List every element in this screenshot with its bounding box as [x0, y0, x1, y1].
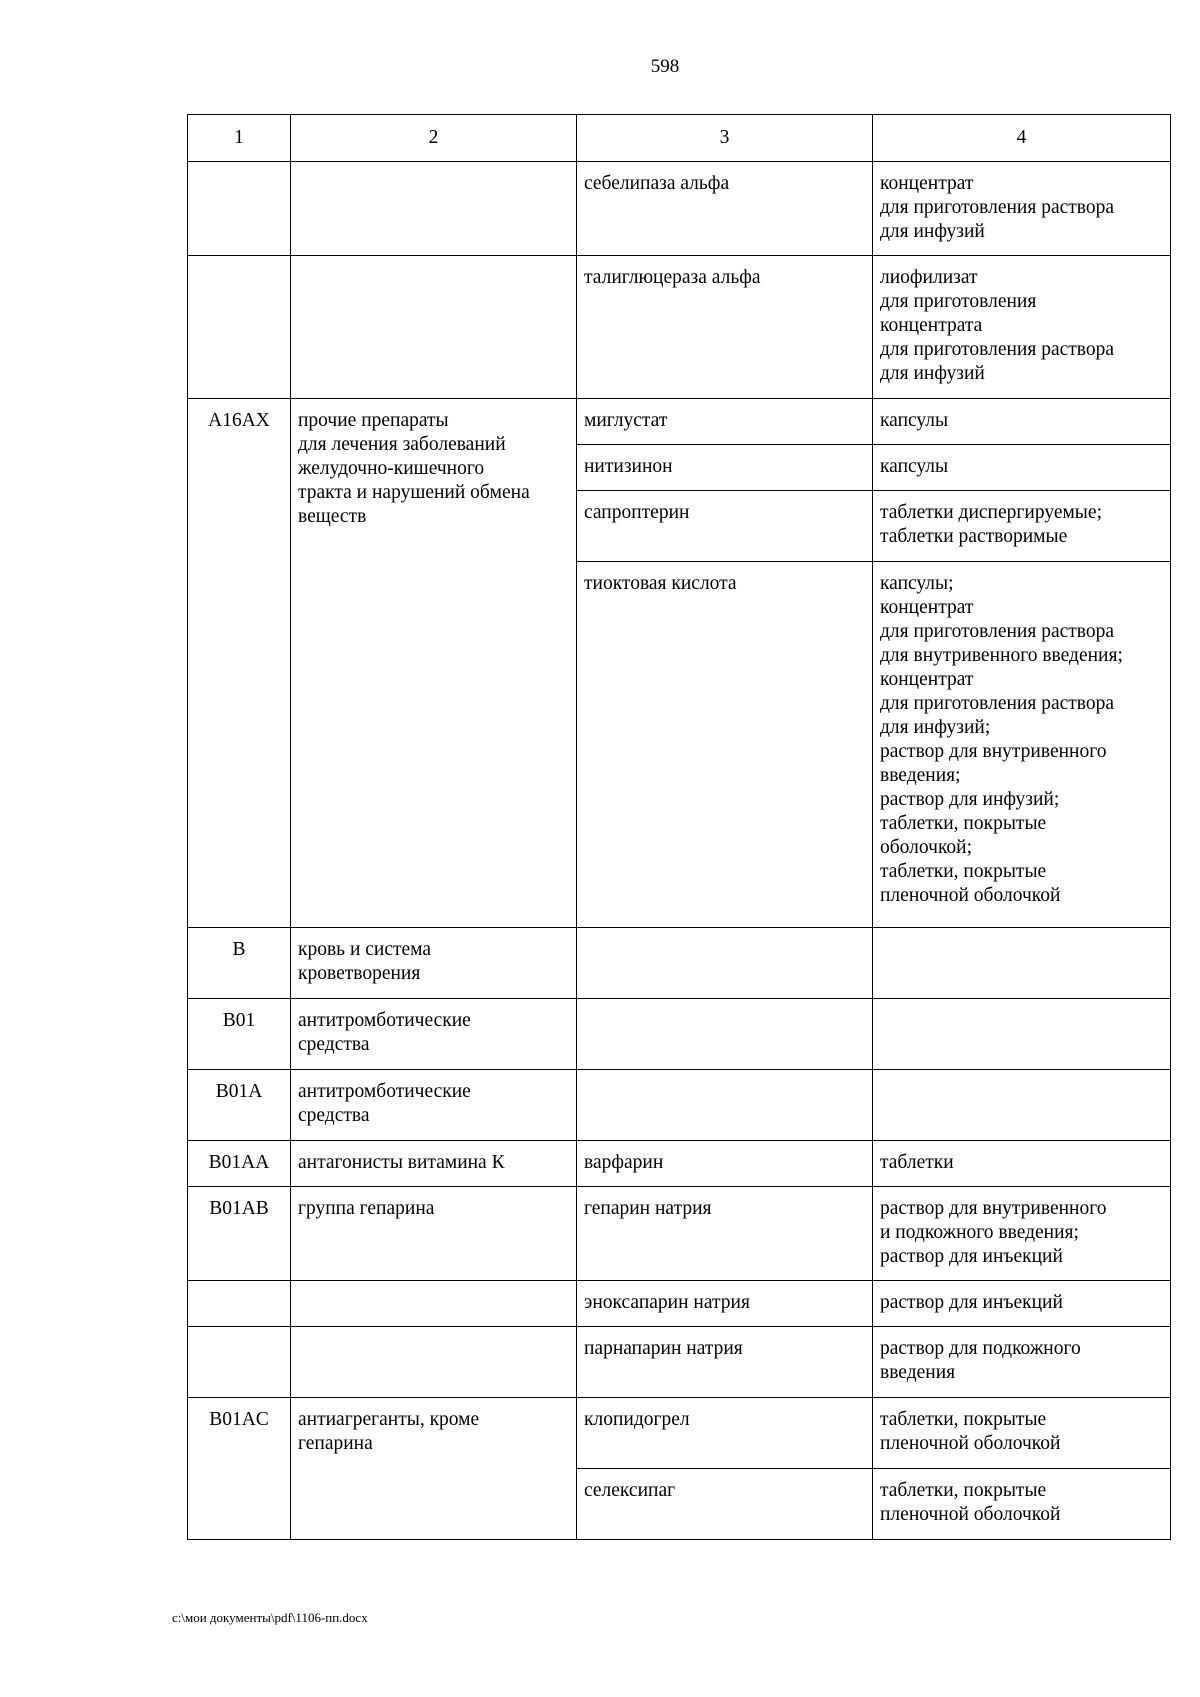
drug-name-cell: [577, 256, 873, 399]
atc-code: B01AB: [209, 1198, 269, 1219]
table-row: [188, 1187, 1171, 1281]
header-cell: 1: [188, 115, 291, 162]
dosage-form-line: для приготовления: [880, 291, 1037, 312]
dosage-form-line: раствор для инъекций: [880, 1292, 1063, 1313]
group-cell: [291, 1141, 577, 1187]
atc-code-cell: [188, 1141, 291, 1187]
dosage-form-line: таблетки растворимые: [880, 526, 1068, 547]
dosage-form-cell: [873, 162, 1171, 256]
dosage-form-cell: [873, 1398, 1171, 1469]
dosage-form-line: таблетки, покрытые: [880, 1480, 1047, 1501]
header-cell: 4: [873, 115, 1171, 162]
dosage-form-line: для приготовления раствора: [880, 693, 1114, 714]
table-row: [188, 1141, 1171, 1187]
footer-file-path: c:\мои документы\pdf\1106-пп.docx: [172, 1610, 368, 1625]
dosage-form-cell: [873, 445, 1171, 491]
dosage-form-cell: [873, 256, 1171, 399]
dosage-form-line: таблетки, покрытые: [880, 813, 1047, 834]
atc-code-cell: [188, 1070, 291, 1141]
drug-name: эноксапарин натрия: [584, 1292, 750, 1313]
drug-name-cell: [577, 162, 873, 256]
group-cell: [291, 1398, 577, 1540]
drug-name: сапроптерин: [584, 502, 690, 523]
dosage-form-cell: [873, 1281, 1171, 1327]
atc-code-cell: [188, 928, 291, 999]
header-cell: 3: [577, 115, 873, 162]
dosage-form-line: таблетки: [880, 1152, 954, 1173]
header-cell: 2: [291, 115, 577, 162]
dosage-form-line: для приготовления раствора: [880, 339, 1114, 360]
drug-name: парнапарин натрия: [584, 1338, 743, 1359]
table-row: [188, 1398, 1171, 1469]
drug-name-cell: [577, 562, 873, 928]
table-row: [188, 256, 1171, 399]
group-cell: [291, 399, 577, 928]
table-row: [188, 399, 1171, 445]
group-line: антитромботические: [298, 1081, 471, 1102]
dosage-form-line: таблетки, покрытые: [880, 1409, 1047, 1430]
atc-code: B01A: [215, 1081, 263, 1102]
dosage-form-line: пленочной оболочкой: [880, 1504, 1061, 1525]
dosage-form-line: таблетки, покрытые: [880, 861, 1047, 882]
group-cell: [291, 256, 577, 399]
dosage-form-line: таблетки диспергируемые;: [880, 502, 1102, 523]
drug-name-cell: [577, 1327, 873, 1398]
dosage-form-line: раствор для внутривенного: [880, 741, 1107, 762]
dosage-form-line: для внутривенного введения;: [880, 645, 1123, 666]
group-cell: [291, 999, 577, 1070]
table-row: [188, 1281, 1171, 1327]
dosage-form-line: для инфузий: [880, 221, 985, 242]
drug-name-cell: [577, 1187, 873, 1281]
dosage-form-cell: [873, 1327, 1171, 1398]
table-row: [188, 1327, 1171, 1398]
dosage-form-cell: [873, 1469, 1171, 1540]
drug-name: гепарин натрия: [584, 1198, 712, 1219]
group-cell: [291, 1281, 577, 1327]
dosage-form-line: капсулы: [880, 410, 949, 431]
dosage-form-cell: [873, 999, 1171, 1070]
group-line: веществ: [298, 506, 367, 527]
drug-name-cell: [577, 1398, 873, 1469]
dosage-form-cell: [873, 1070, 1171, 1141]
dosage-form-line: концентрат: [880, 597, 974, 618]
dosage-form-line: для инфузий;: [880, 717, 991, 738]
atc-code-cell: [188, 256, 291, 399]
dosage-form-line: и подкожного введения;: [880, 1222, 1079, 1243]
dosage-form-cell: [873, 562, 1171, 928]
atc-code-cell: [188, 999, 291, 1070]
group-cell: [291, 1327, 577, 1398]
dosage-form-cell: [873, 928, 1171, 999]
atc-code: B01AA: [208, 1152, 270, 1173]
dosage-form-cell: [873, 1141, 1171, 1187]
table-row: [188, 162, 1171, 256]
group-line: гепарина: [298, 1433, 373, 1454]
atc-code: B01: [222, 1010, 256, 1031]
dosage-form-line: для инфузий: [880, 363, 985, 384]
drug-name-cell: [577, 491, 873, 562]
dosage-form-line: концентрат: [880, 669, 974, 690]
dosage-form-cell: [873, 1187, 1171, 1281]
group-line: тракта и нарушений обмена: [298, 482, 530, 503]
drug-name-cell: [577, 1281, 873, 1327]
dosage-form-line: концентрат: [880, 173, 974, 194]
atc-code-cell: [188, 162, 291, 256]
group-cell: [291, 1070, 577, 1141]
dosage-form-line: капсулы;: [880, 573, 954, 594]
dosage-form-line: введения;: [880, 765, 961, 786]
drug-name: варфарин: [584, 1152, 664, 1173]
dosage-form-line: введения: [880, 1362, 956, 1383]
drug-name-cell: [577, 445, 873, 491]
atc-code: B: [232, 939, 246, 960]
atc-code: A16AX: [208, 410, 270, 431]
group-line: группа гепарина: [298, 1198, 435, 1219]
dosage-form-line: оболочкой;: [880, 837, 973, 858]
dosage-form-line: раствор для внутривенного: [880, 1198, 1107, 1219]
atc-code-cell: [188, 1327, 291, 1398]
dosage-form-line: концентрата: [880, 315, 983, 336]
atc-code-cell: [188, 1187, 291, 1281]
drug-name-cell: [577, 999, 873, 1070]
dosage-form-line: капсулы: [880, 456, 949, 477]
group-line: антиагреганты, кроме: [298, 1409, 480, 1430]
drug-name: клопидогрел: [584, 1409, 690, 1430]
group-cell: [291, 162, 577, 256]
table-row: [188, 1070, 1171, 1141]
dosage-form-line: пленочной оболочкой: [880, 1433, 1061, 1454]
group-line: кровь и система: [298, 939, 432, 960]
drug-name-cell: [577, 1469, 873, 1540]
group-line: средства: [298, 1105, 370, 1126]
dosage-form-cell: [873, 399, 1171, 445]
dosage-form-line: для приготовления раствора: [880, 197, 1114, 218]
drug-name-cell: [577, 399, 873, 445]
table-row: [188, 999, 1171, 1070]
table-header-row: [188, 115, 1171, 162]
atc-code-cell: [188, 1281, 291, 1327]
atc-code: B01AC: [209, 1409, 269, 1430]
drug-table: [187, 114, 1171, 1540]
group-line: для лечения заболеваний: [298, 434, 506, 455]
dosage-form-line: для приготовления раствора: [880, 621, 1114, 642]
group-line: кроветворения: [298, 963, 421, 984]
group-line: прочие препараты: [298, 410, 449, 431]
dosage-form-cell: [873, 491, 1171, 562]
dosage-form-line: раствор для инфузий;: [880, 789, 1060, 810]
drug-name: себелипаза альфа: [584, 173, 730, 194]
drug-name: тиоктовая кислота: [584, 573, 737, 594]
drug-name: селексипаг: [584, 1480, 676, 1501]
dosage-form-line: раствор для подкожного: [880, 1338, 1081, 1359]
group-cell: [291, 928, 577, 999]
drug-name-cell: [577, 928, 873, 999]
dosage-form-line: лиофилизат: [880, 267, 978, 288]
group-line: желудочно-кишечного: [298, 458, 485, 479]
page-number: 598: [650, 56, 680, 77]
group-cell: [291, 1187, 577, 1281]
drug-name-cell: [577, 1070, 873, 1141]
table-row: [188, 928, 1171, 999]
drug-name: талиглюцераза альфа: [584, 267, 761, 288]
group-line: антагонисты витамина К: [298, 1152, 505, 1173]
atc-code-cell: [188, 399, 291, 928]
group-line: средства: [298, 1034, 370, 1055]
dosage-form-line: раствор для инъекций: [880, 1246, 1063, 1267]
group-line: антитромботические: [298, 1010, 471, 1031]
drug-name: нитизинон: [584, 456, 673, 477]
atc-code-cell: [188, 1398, 291, 1540]
drug-name: миглустат: [584, 410, 668, 431]
dosage-form-line: пленочной оболочкой: [880, 885, 1061, 906]
drug-name-cell: [577, 1141, 873, 1187]
